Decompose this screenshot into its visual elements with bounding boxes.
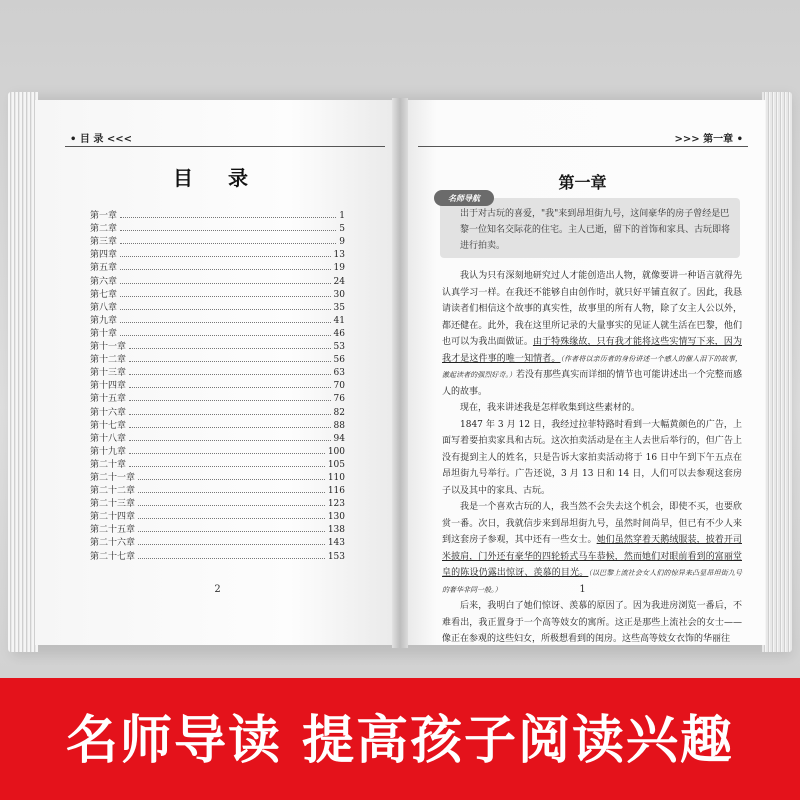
toc-row <box>90 313 345 326</box>
paragraph-2: 现在，我来讲述我是怎样收集到这些素材的。 <box>460 403 641 413</box>
toc-row <box>90 378 345 391</box>
toc-chapter-label: 第十七章 <box>90 420 127 431</box>
toc-leader-dots <box>120 256 331 257</box>
toc-chapter-label: 第九章 <box>90 315 118 326</box>
toc-row <box>90 326 345 339</box>
toc-page-number: 41 <box>333 315 345 326</box>
toc-leader-dots <box>120 217 336 218</box>
toc-page-number: 9 <box>339 237 345 248</box>
book-gutter <box>392 98 408 648</box>
toc-leader-dots <box>120 322 331 323</box>
toc-row <box>90 470 345 483</box>
toc-chapter-label: 第二十六章 <box>90 538 136 549</box>
toc-row <box>90 234 345 247</box>
toc-page-number: 116 <box>327 486 345 497</box>
paragraph-1-text: 我认为只有深刻地研究过人才能创造出人物，就像要讲一种语言就得先认真学习一样。在我还不能够自由创作时，就只好平铺直叙了。因此，我恳请读者们相信这个故事的真实性，故事里的所有人物，除了女主人公以外，都还健在。此外，我在这里所记录的大量事实的见证人就生活在巴黎，他们也可以为我出面做证。 <box>442 271 742 347</box>
toc-leader-dots <box>120 309 331 310</box>
toc-row <box>90 431 345 444</box>
toc-row <box>90 535 345 548</box>
toc-chapter-label: 第十二章 <box>90 355 127 366</box>
toc-chapter-label: 第七章 <box>90 289 118 300</box>
guide-badge: 名师导航 <box>434 190 494 206</box>
left-page-number: 2 <box>214 584 221 595</box>
toc-chapter-label: 第六章 <box>90 276 118 287</box>
toc-row <box>90 300 345 313</box>
toc-chapter-label: 第二十四章 <box>90 512 136 523</box>
promo-banner <box>0 678 800 800</box>
right-head-rule <box>418 146 748 147</box>
toc-page-number: 88 <box>333 420 345 431</box>
left-page-edges <box>8 92 38 652</box>
toc-row <box>90 548 345 561</box>
toc-page-number: 153 <box>327 551 345 562</box>
toc-chapter-label: 第一章 <box>90 211 118 222</box>
toc-leader-dots <box>120 243 336 244</box>
toc-leader-dots <box>138 479 325 480</box>
toc-row <box>90 522 345 535</box>
toc-chapter-label: 第二十三章 <box>90 499 136 510</box>
banner-text: 名师导读 提高孩子阅读兴趣 <box>65 711 735 771</box>
chapter-title: 第一章 <box>558 173 607 192</box>
toc-page-number: 56 <box>333 355 345 366</box>
toc-leader-dots <box>138 518 325 519</box>
toc-page-number: 5 <box>339 224 345 235</box>
right-page-edges <box>762 92 792 652</box>
toc-leader-dots <box>129 440 331 441</box>
toc-chapter-label: 第五章 <box>90 263 118 274</box>
toc-row <box>90 444 345 457</box>
toc-page-number: 105 <box>327 459 345 470</box>
toc-leader-dots <box>138 558 325 559</box>
toc-leader-dots <box>129 466 325 467</box>
paragraph-4-underlined: 她们虽然穿着天鹅绒服装，披着开司米披肩，门外还有豪华的四轮轿式马车恭候，然而她们对眼前看到的富丽堂皇的陈设仍露出惊讶、羡慕的目光。 <box>442 535 742 578</box>
toc-leader-dots <box>129 361 331 362</box>
toc-chapter-label: 第十章 <box>90 328 118 339</box>
left-running-head: • 目 录 <<< <box>70 134 132 145</box>
toc-chapter-label: 第十五章 <box>90 394 127 405</box>
toc-chapter-label: 第二十一章 <box>90 472 136 483</box>
toc-page-number: 100 <box>327 446 345 457</box>
toc-row <box>90 339 345 352</box>
toc-page-number: 24 <box>333 276 345 287</box>
toc-page-number: 110 <box>327 472 345 483</box>
right-running-head: >>> 第一章 • <box>674 134 743 145</box>
toc-leader-dots <box>129 414 331 415</box>
toc-leader-dots <box>129 348 331 349</box>
paragraph-1-underlined: 由于特殊缘故，只有我才能将这些实情写下来，因为我才是这件事的唯一知情者。 <box>442 337 742 364</box>
right-page-number: 1 <box>579 584 586 595</box>
paragraph-3: 1847 年 3 月 12 日，我经过拉菲特路时看到一大幅黄颜色的广告，上面写着要拍卖家具和古玩。这次拍卖活动是在主人去世后举行的，但广告上没有提到主人的姓名，只是告诉大家拍卖活动将于 16 日中午到下午五点在昂坦街九号举行。广告还说，3 月 13 日和 14 日，人们可以去参观这套房子以及其中的家具、古玩。 <box>442 419 742 496</box>
toc-page-number: 30 <box>333 289 345 300</box>
toc-page-number: 123 <box>327 499 345 510</box>
toc-chapter-label: 第十一章 <box>90 342 127 353</box>
toc-page-number: 1 <box>339 211 345 222</box>
toc-row <box>90 509 345 522</box>
toc-chapter-label: 第二十章 <box>90 459 127 470</box>
paragraph-1 <box>442 268 742 400</box>
toc-page-number: 130 <box>327 512 345 523</box>
toc-page-number: 63 <box>333 368 345 379</box>
left-head-rule <box>65 146 385 147</box>
toc-chapter-label: 第四章 <box>90 250 118 261</box>
toc-leader-dots <box>120 335 331 336</box>
toc-page-number: 19 <box>333 263 345 274</box>
toc-row <box>90 273 345 286</box>
toc-row <box>90 208 345 221</box>
toc-chapter-label: 第十九章 <box>90 446 127 457</box>
toc-page-number: 82 <box>333 407 345 418</box>
toc-leader-dots <box>129 453 325 454</box>
toc-leader-dots <box>120 283 331 284</box>
toc-leader-dots <box>129 427 331 428</box>
toc-chapter-label: 第十八章 <box>90 433 127 444</box>
toc-page-number: 35 <box>333 302 345 313</box>
toc-chapter-label: 第八章 <box>90 302 118 313</box>
paragraph-1-note: （作者将以亲历者的身份讲述一个感人的催人泪下的故事，激起读者的强烈好奇。） <box>442 354 742 379</box>
toc-leader-dots <box>120 296 331 297</box>
toc-list <box>90 208 345 562</box>
toc-title: 目 录 <box>173 166 262 190</box>
toc-row <box>90 287 345 300</box>
toc-leader-dots <box>129 387 331 388</box>
toc-row <box>90 483 345 496</box>
toc-leader-dots <box>129 400 331 401</box>
toc-page-number: 138 <box>327 525 345 536</box>
toc-leader-dots <box>138 544 325 545</box>
toc-page-number: 53 <box>333 342 345 353</box>
paragraph-4-text: 我是一个喜欢古玩的人，我当然不会失去这个机会，即使不买，也要欣赏一番。次日，我就信步来到昂坦街九号，虽然时间尚早，但已有不少人来到这套房子参观，其中还有一些女士。 <box>442 502 742 545</box>
paragraph-5: 后来，我明白了她们惊讶、羡慕的原因了。因为我进房浏览一番后，不难看出，我正置身于一个高等妓女的寓所。这正是那些上流社会的女士——像正在参观的这些妇女，所极想看到的闺房。这些高等妓女衣饰的华丽往 <box>442 601 742 644</box>
guide-box <box>440 192 740 258</box>
toc-page-number: 94 <box>333 433 345 444</box>
toc-page-number: 143 <box>327 538 345 549</box>
toc-chapter-label: 第二十五章 <box>90 525 136 536</box>
toc-chapter-label: 第二十二章 <box>90 486 136 497</box>
toc-row <box>90 457 345 470</box>
toc-leader-dots <box>138 505 325 506</box>
toc-leader-dots <box>138 531 325 532</box>
toc-row <box>90 247 345 260</box>
toc-row <box>90 391 345 404</box>
left-page <box>35 100 400 645</box>
toc-chapter-label: 第十六章 <box>90 407 127 418</box>
toc-page-number: 70 <box>333 381 345 392</box>
toc-chapter-label: 第二章 <box>90 224 118 235</box>
right-page <box>400 100 765 645</box>
toc-page-number: 76 <box>333 394 345 405</box>
toc-page-number: 46 <box>333 328 345 339</box>
toc-row <box>90 352 345 365</box>
toc-leader-dots <box>138 492 325 493</box>
toc-row <box>90 221 345 234</box>
toc-page-number: 13 <box>333 250 345 261</box>
toc-row <box>90 496 345 509</box>
toc-leader-dots <box>129 374 331 375</box>
paragraph-4-note: （以巴黎上流社会女人们的惊异来凸显昂坦街九号的奢华非同一般。） <box>442 569 742 594</box>
toc-row <box>90 260 345 273</box>
toc-row <box>90 404 345 417</box>
toc-chapter-label: 第十三章 <box>90 368 127 379</box>
toc-chapter-label: 第十四章 <box>90 381 127 392</box>
toc-chapter-label: 第二十七章 <box>90 551 136 562</box>
toc-leader-dots <box>120 269 331 270</box>
toc-row <box>90 418 345 431</box>
toc-row <box>90 365 345 378</box>
paragraph-1-tail: 若没有那些真实而详细的情节也可能讲述出一个完整而感人的故事。 <box>442 370 742 397</box>
guide-text: 出于对古玩的喜爱，"我"来到昂坦街九号，这间豪华的房子曾经是巴黎一位知名交际花的住宅。主人已逝，留下的首饰和家具、古玩即将进行拍卖。 <box>460 209 731 251</box>
toc-chapter-label: 第三章 <box>90 237 118 248</box>
toc-leader-dots <box>120 230 336 231</box>
